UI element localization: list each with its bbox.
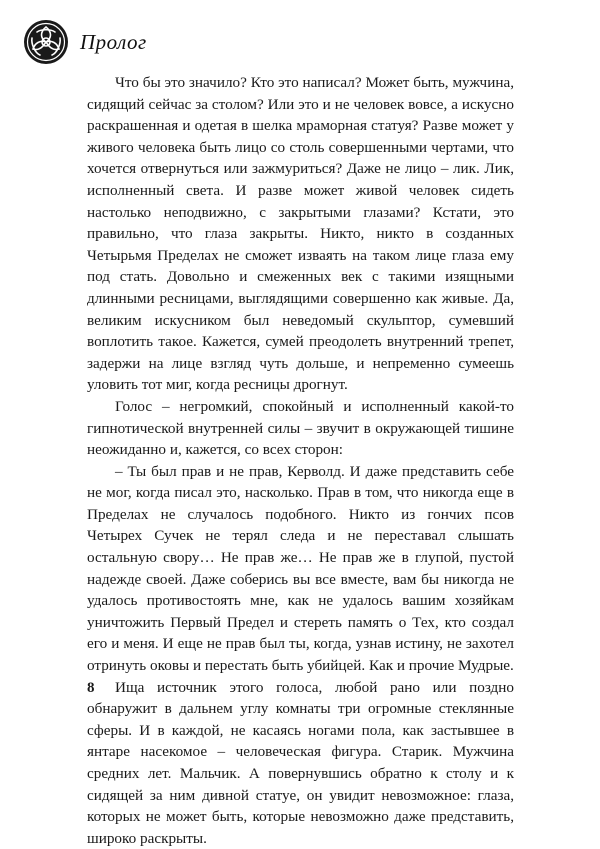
chapter-title: Пролог [80, 29, 147, 54]
paragraph-4: Ища источник этого голоса, любой рано или поздно обнаружит в дальнем углу комнаты три огромные стеклянные сферы. И в каждой, не касаясь ногами пола, как застывшее в янтаре насекомое – человеческая фигура. Старик. Мужчина средних лет. Мальчик. А повернувшись обратно к столу и к сидящей за ним дивной статуе, он увидит невозможное: глаза, которых не может быть, которые невозможно даже представить, широко раскрыты. [87, 678, 514, 847]
paragraph-2: Голос – негромкий, спокойный и исполненный какой-то гипнотической внутренней силы – звучит в окружающей тишине неожиданно и, кажется, со всех сторон: [87, 397, 514, 459]
body-text [87, 72, 514, 849]
page-number: 8 [87, 680, 95, 696]
celtic-knot-emblem-icon [22, 18, 70, 66]
paragraph-1: Что бы это значило? Кто это написал? Может быть, мужчина, сидящий сейчас за столом? Или это и не человек вовсе, а искусно раскрашенная и одетая в шелка мраморная статуя? Разве может у живого человека быть лицо со столь совершенными чертами, что хочется отвернуться или зажмуриться? Даже не лицо – лик. Лик, исполненный света. И разве может живой человек сидеть настолько неподвижно, с закрытыми глазами? Кстати, это правильно, что глаза закрыты. Никто, никто в созданных Четырьмя Пределах не сможет изваять на таком лице глаза ему под стать. Довольно и смеженных век с такими изящными длинными ресницами, выглядящими совершенно как живые. Да, великим искусником был неведомый скульптор, сумевший воплотить такое. Кажется, сумей преодолеть внутренний трепет, задержи на лице взгляд чуть дольше, и непременно сумеешь уловить тот миг, когда ресницы дрогнут. [87, 74, 514, 394]
running-header [22, 16, 147, 68]
paragraph-3: – Ты был прав и не прав, Керволд. И даже представить себе не мог, когда писал это, насколько. Прав в том, что никогда еще в Пределах не случалось подобного. Никто из гончих псов Четырех Сучек не терял следа и не переставал слышать остальную свору… Не прав же… Не прав же в глупой, пустой надежде своей. Даже соберись вы все вместе, вам бы никогда не удалось противостоять мне, как не удалось вашим хозяйкам уничтожить Первый Предел и стереть память о Тех, кто создал его и меня. И еще не прав был ты, когда, узнав истину, не захотел отринуть оковы и перестать быть убийцей. Как и прочие Мудрые. [87, 462, 514, 675]
